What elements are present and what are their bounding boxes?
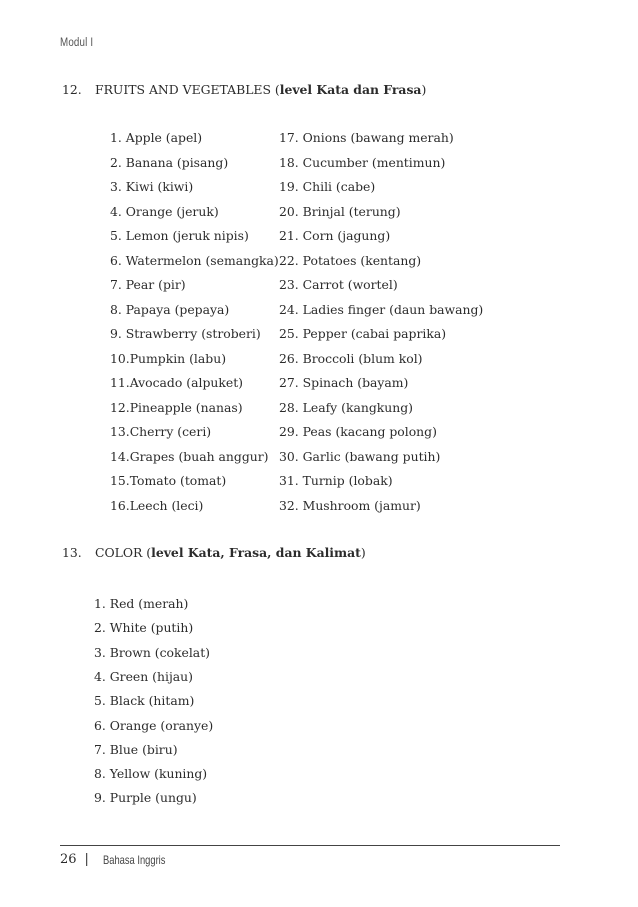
footer-divider [60, 845, 560, 846]
list-item: 17. Onions (bawang merah) [279, 130, 454, 145]
list-item: 9. Purple (ungu) [94, 790, 197, 806]
section-heading: COLOR (level Kata, Frasa, dan Kalimat) [95, 545, 366, 560]
list-item: 1. Red (merah) [94, 596, 189, 611]
list-item: 5. Black (hitam) [94, 693, 195, 709]
list-item: 4. Green (hijau) [94, 668, 193, 684]
list-item: 13.Cherry (ceri) [110, 424, 212, 439]
list-item: 1. Apple (apel) [110, 130, 203, 145]
list-item: 4. Orange (jeruk) [110, 203, 219, 219]
footer-separator: | [84, 852, 89, 867]
list-item: 25. Pepper (cabai paprika) [279, 326, 447, 341]
running-header: Modul I [60, 37, 94, 49]
page-footer [60, 852, 183, 867]
list-item: 26. Broccoli (blum kol) [279, 350, 423, 366]
list-item: 18. Cucumber (mentimun) [279, 154, 446, 170]
list-item: 19. Chili (cabe) [279, 179, 376, 194]
list-item: 30. Garlic (bawang putih) [279, 448, 441, 464]
page-number: 26 [60, 852, 77, 867]
list-item: 9. Strawberry (stroberi) [110, 326, 261, 341]
book-title: Bahasa Inggris [102, 852, 166, 867]
list-item: 2. White (putih) [94, 620, 194, 636]
list-item: 20. Brinjal (terung) [279, 203, 401, 219]
list-item: 10.Pumpkin (labu) [110, 350, 227, 366]
list-item: 22. Potatoes (kentang) [279, 252, 422, 268]
list-item: 23. Carrot (wortel) [279, 277, 398, 292]
list-item: 16.Leech (leci) [110, 497, 204, 513]
section-heading: FRUITS AND VEGETABLES (level Kata dan Frasa) [95, 82, 427, 97]
list-item: 24. Ladies finger (daun bawang) [279, 301, 484, 317]
list-item: 6. Watermelon (semangka) [110, 252, 279, 268]
list-item: 7. Blue (biru) [94, 741, 178, 757]
list-item: 3. Brown (cokelat) [94, 644, 211, 660]
list-item: 2. Banana (pisang) [110, 154, 229, 170]
list-item: 28. Leafy (kangkung) [279, 399, 413, 415]
list-item: 15.Tomato (tomat) [110, 473, 227, 488]
list-item: 32. Mushroom (jamur) [279, 497, 421, 513]
list-item: 31. Turnip (lobak) [279, 473, 393, 488]
list-item: 6. Orange (oranye) [94, 717, 214, 733]
list-item: 27. Spinach (bayam) [279, 375, 409, 390]
list-item: 8. Papaya (pepaya) [110, 301, 230, 317]
list-item: 21. Corn (jagung) [279, 228, 391, 243]
list-item: 29. Peas (kacang polong) [279, 424, 437, 439]
list-item: 5. Lemon (jeruk nipis) [110, 228, 249, 243]
section-number: 13. [62, 545, 82, 560]
list-item: 8. Yellow (kuning) [94, 766, 208, 782]
section-number: 12. [62, 82, 82, 97]
list-item: 7. Pear (pir) [110, 277, 186, 292]
list-item: 14.Grapes (buah anggur) [110, 448, 269, 464]
list-item: 3. Kiwi (kiwi) [110, 179, 194, 194]
list-item: 12.Pineapple (nanas) [110, 399, 243, 415]
list-item: 11.Avocado (alpuket) [110, 375, 244, 390]
